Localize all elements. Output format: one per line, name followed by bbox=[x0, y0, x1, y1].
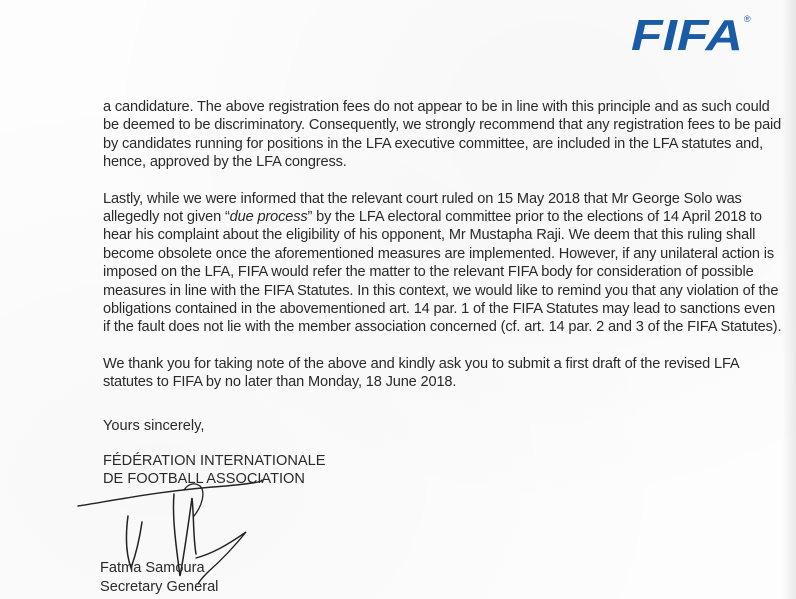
emphasis-due-process: due process bbox=[229, 209, 308, 226]
paragraph-court-ruling bbox=[103, 190, 783, 337]
signer-block bbox=[100, 559, 218, 597]
paragraph-deadline bbox=[103, 355, 783, 392]
paragraph-text: We thank you for taking note of the above and kindly ask you to submit a first draft of the revised LFA statutes to FIFA by no later than Monday, 18 June 2018. bbox=[103, 355, 739, 391]
fifa-logo bbox=[631, 12, 753, 54]
page-edge-shadow bbox=[782, 0, 796, 599]
closing-salutation: Yours sincerely, bbox=[103, 418, 205, 434]
signer-title: Secretary General bbox=[100, 579, 219, 595]
organization-line-2: DE FOOTBALL ASSOCIATION bbox=[103, 471, 305, 488]
paragraph-discrimination bbox=[103, 98, 783, 172]
letter-body bbox=[103, 98, 783, 392]
registered-mark: ® bbox=[744, 14, 751, 24]
signer-name: Fatma Samoura bbox=[100, 560, 205, 576]
fifa-logo-text: FIFA bbox=[631, 12, 743, 54]
paragraph-text: Lastly, while we were informed that the relevant court ruled on 15 May 2018 that Mr George Solo was allegedly not given “ bbox=[103, 190, 742, 226]
paragraph-text: a candidature. The above registration fees do not appear to be in line with this principle and as such could be deemed to be discriminatory. Consequently, we strongly recommend that any registration fees to be paid by candidates running for positions in the LFA executive committee, are included in the LFA statutes and, hence, approved by the LFA congress. bbox=[103, 99, 782, 171]
paragraph-text: ” by the LFA electoral committee prior to the elections of 14 April 2018 to hear his complaint about the eligibility of his opponent, Mr Mustapha Raji. We deem that this ruling shall become obsolete once the aforementioned measures are implemented. However, if any unilateral action is imposed on the LFA, FIFA would refer the matter to the relevant FIFA body for consideration of possible measures in line with the FIFA Statutes. In this context, we would like to remind you that any violation of the obligations contained in the abovementioned art. 14 par. 1 of the FIFA Statutes may lead to sanctions even if the fault does not lie with the member association concerned (cf. art. 14 par. 2 and 3 of the FIFA Statutes). bbox=[103, 209, 782, 336]
organization-line-1: FÉDÉRATION INTERNATIONALE bbox=[103, 453, 326, 469]
